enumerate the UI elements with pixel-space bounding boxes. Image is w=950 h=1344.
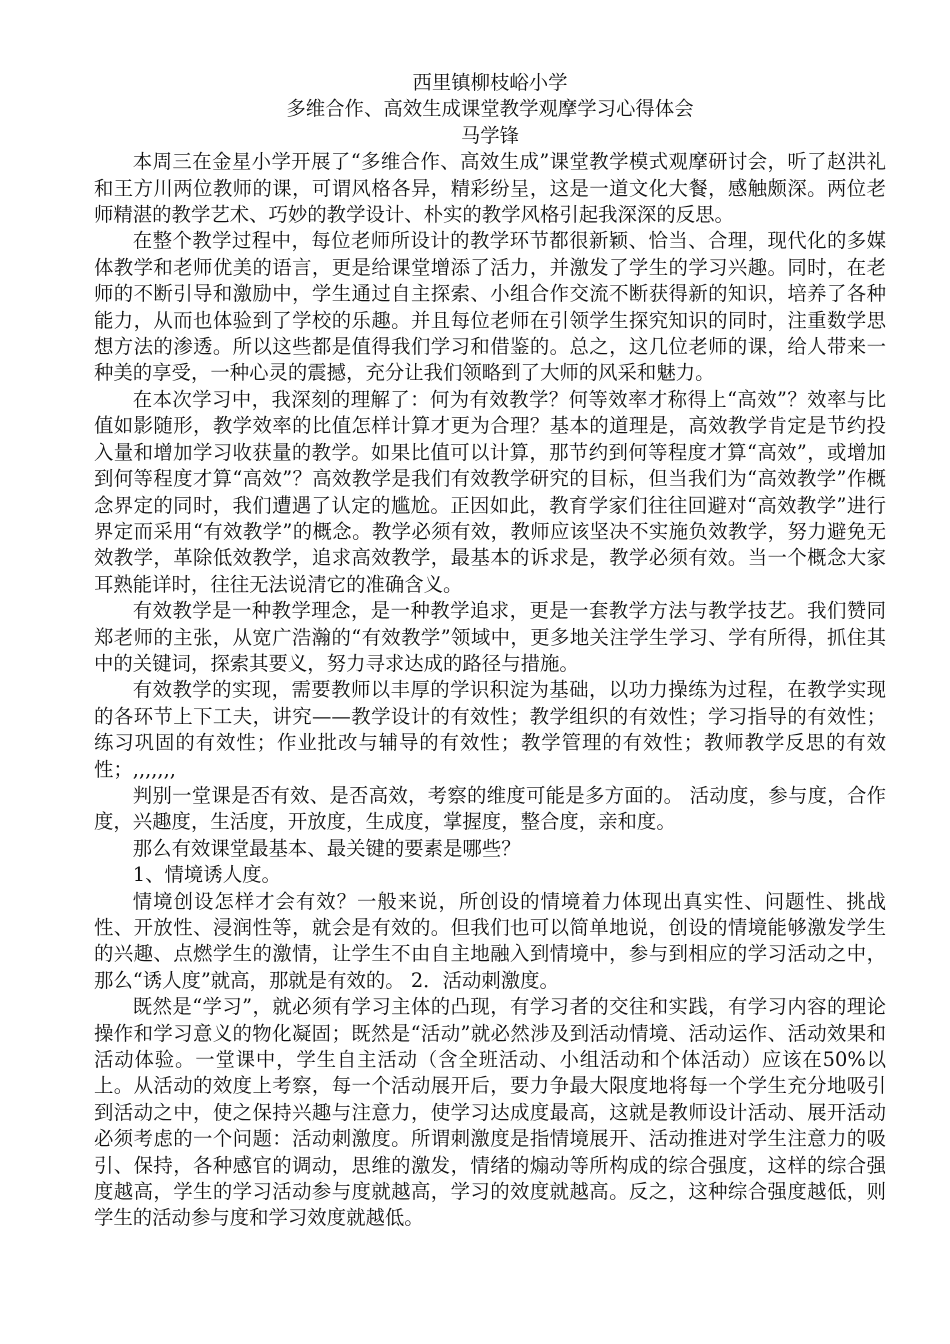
author-name: 马学锋	[460, 123, 520, 147]
paragraph-effective-teaching-implementation: 有效教学的实现，需要教师以丰厚的学识积淀为基础，以功力操练为过程，在教学实现的各环节上下工夫，讲究——教学设计的有效性；教学组织的有效性；学习指导的有效性；练习巩固的有效性；作业批改与辅导的有效性；教学管理的有效性；教师教学反思的有效性；,,,,,,,	[94, 678, 886, 781]
paragraph-key-elements-question: 那么有效课堂最基本、最关键的要素是哪些？	[132, 836, 521, 860]
school-name: 西里镇柳枝峪小学	[412, 71, 568, 94]
paragraph-section-1-heading: 1、情境诱人度。	[132, 863, 281, 887]
document-title: 多维合作、高效生成课堂教学观摩学习心得体会	[286, 97, 694, 121]
paragraph-effective-teaching-concept: 有效教学是一种教学理念，是一种教学追求，更是一套教学方法与教学技艺。我们赞同郑老师的主张，从宽广浩瀚的“有效教学”领域中，更多地关注学生学习、学有所得，抓住其中的关键词，探索其要义，努力寻求达成的路径与措施。	[94, 599, 886, 675]
paragraph-activity-stimulation: 既然是“学习”，就必须有学习主体的凸现，有学习者的交往和实践，有学习内容的理论操作和学习意义的物化凝固；既然是“活动”就必然涉及到活动情境、活动运作、活动效果和活动体验。一堂课中，学生自主活动（含全班活动、小组活动和个体活动）应该在50%以上。从活动的效度上考察，每一个活动展开后，要力争最大限度地将每一个学生充分地吸引到活动之中，使之保持兴趣与注意力，使学习达成度最高，这就是教师设计活动、展开活动必须考虑的一个问题：活动刺激度。所谓刺激度是指情境展开、活动推进对学生注意力的吸引、保持，各种感官的调动，思维的激发，情绪的煽动等所构成的综合强度，这样的综合强度越高，学生的学习活动参与度就越高，学习的效度就越高。反之，这种综合强度越低，则学生的活动参与度和学习效度就越低。	[94, 995, 886, 1230]
paragraph-process: 在整个教学过程中，每位老师所设计的教学环节都很新颖、恰当、合理，现代化的多媒体教学和老师优美的语言，更是给课堂增添了活力，并激发了学生的学习兴趣。同时，在老师的不断引导和激励中，学生通过自主探索、小组合作交流不断获得新的知识，培养了各种能力，从而也体验到了学校的乐趣。并且每位老师在引领学生探究知识的同时，注重数学思想方法的渗透。所以这些都是值得我们学习和借鉴的。总之，这几位老师的课，给人带来一种美的享受，一种心灵的震撼，充分让我们领略到了大师的风采和魅力。	[94, 229, 886, 385]
paragraph-efficient-teaching: 在本次学习中，我深刻的理解了：何为有效教学？何等效率才称得上“高效”？效率与比值如影随形，教学效率的比值怎样计算才更为合理？基本的道理是，高效教学肯定是节约投入量和增加学习收获量的教学。如果比值可以计算，那节约到何等程度才算“高效”，或增加到何等程度才算“高效”？高效教学是我们有效教学研究的目标，但当我们为“高效教学”作概念界定的同时，我们遭遇了认定的尴尬。正因如此，教育学家们往往回避对“高效教学”进行界定而采用“有效教学”的概念。教学必须有效，教师应该坚决不实施负效教学，努力避免无效教学，革除低效教学，追求高效教学，最基本的诉求是，教学必须有效。当一个概念大家耳熟能详时，往往无法说清它的准确含义。	[94, 387, 886, 596]
paragraph-evaluation-dimensions: 判别一堂课是否有效、是否高效，考察的维度可能是多方面的。 活动度，参与度，合作度，兴趣度，生活度，开放度，生成度，掌握度，整合度，亲和度。	[94, 783, 886, 834]
document-page	[94, 70, 886, 1232]
paragraph-intro: 本周三在金星小学开展了“多维合作、高效生成”课堂教学模式观摩研讨会，听了赵洪礼和王方川两位教师的课，可谓风格各异，精彩纷呈，这是一道文化大餐，感触颇深。两位老师精湛的教学艺术、巧妙的教学设计、朴实的教学风格引起我深深的反思。	[94, 150, 886, 227]
paragraph-situation-creation: 情境创设怎样才会有效？一般来说，所创设的情境着力体现出真实性、问题性、挑战性、开放性、浸润性等，就会是有效的。但我们也可以简单地说，创设的情境能够激发学生的兴趣、点燃学生的激情，让学生不由自主地融入到情境中，参与到相应的学习活动之中，那么“诱人度”就高，那就是有效的。 2．活动刺激度。	[94, 889, 886, 992]
